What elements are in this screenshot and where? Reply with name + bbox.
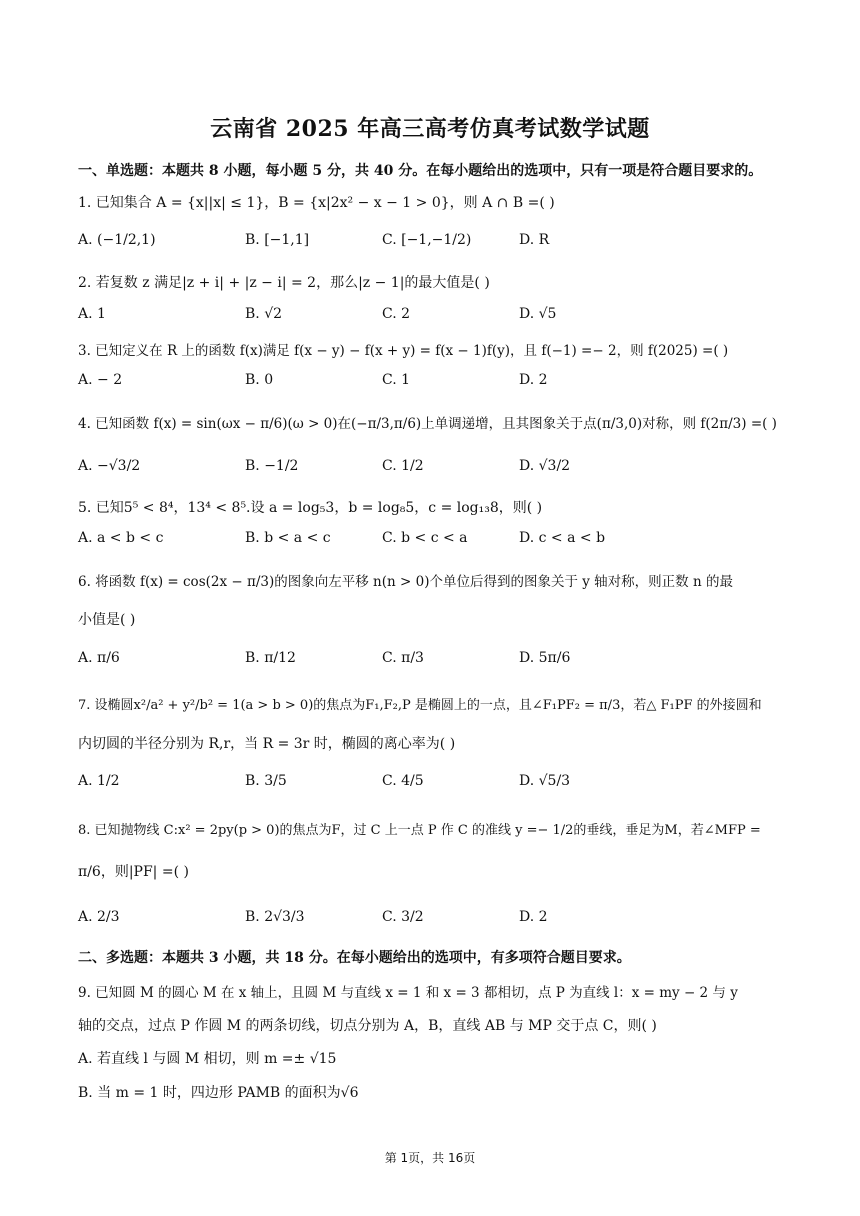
q3-option-c: C. 1	[382, 372, 411, 388]
q6-option-d: D. 5π/6	[519, 650, 571, 666]
q2-option-b: B. √2	[245, 306, 283, 322]
q1-option-c: C. [−1,−1/2)	[382, 232, 472, 248]
q5-option-c: C. b < c < a	[382, 530, 468, 546]
q1-option-b: B. [−1,1]	[245, 232, 310, 248]
q5-option-d: D. c < a < b	[519, 530, 606, 546]
q7-option-a: A. 1/2	[78, 773, 120, 789]
q7-option-d: D. √5/3	[519, 773, 571, 789]
section-heading-multiple-choice: 二、多选题：本题共 3 小题，共 18 分。在每小题给出的选项中，有多项符合题目要求。	[78, 950, 631, 966]
q1-option-a: A. (−1/2,1)	[78, 232, 156, 248]
q3-option-b: B. 0	[245, 372, 274, 388]
question-9-stem-line1: 9. 已知圆 M 的圆心 M 在 x 轴上，且圆 M 与直线 x = 1 和 x = 3 都相切，点 P 为直线 l：x = my − 2 与 y	[78, 985, 738, 1001]
q3-option-a: A. − 2	[78, 372, 123, 388]
question-1-stem: 1. 已知集合 A = {x||x| ≤ 1}，B = {x|2x² − x − 1 > 0}，则 A ∩ B =( )	[78, 195, 555, 211]
q6-option-a: A. π/6	[78, 650, 120, 666]
page-footer: 第 1页，共 16页	[384, 1151, 476, 1165]
question-3-stem: 3. 已知定义在 R 上的函数 f(x)满足 f(x − y) − f(x + y) = f(x − 1)f(y)，且 f(−1) =− 2，则 f(2025) =( )	[78, 343, 729, 359]
question-6-stem-line2: 小值是( )	[78, 612, 136, 628]
question-7-stem-line1: 7. 设椭圆x²/a² + y²/b² = 1(a > b > 0)的焦点为F₁,F₂,P 是椭圆上的一点，且∠F₁PF₂ = π/3，若△ F₁PF 的外接圆和	[78, 698, 762, 713]
q3-option-d: D. 2	[519, 372, 548, 388]
question-5-stem: 5. 已知5⁵ < 8⁴，13⁴ < 8⁵.设 a = log₅3，b = log₈5，c = log₁₃8，则( )	[78, 500, 543, 516]
question-8-stem-line1: 8. 已知抛物线 C:x² = 2py(p > 0)的焦点为F，过 C 上一点 P 作 C 的准线 y =− 1/2的垂线，垂足为M，若∠MFP =	[78, 823, 761, 838]
q6-option-b: B. π/12	[245, 650, 296, 666]
q5-option-a: A. a < b < c	[78, 530, 164, 546]
q4-option-b: B. −1/2	[245, 458, 299, 474]
question-2-stem: 2. 若复数 z 满足|z + i| + |z − i| = 2，那么|z − 1|的最大值是( )	[78, 275, 490, 291]
q4-option-c: C. 1/2	[382, 458, 424, 474]
q8-option-d: D. 2	[519, 909, 548, 925]
section-heading-single-choice: 一、单选题：本题共 8 小题，每小题 5 分，共 40 分。在每小题给出的选项中，只有一项是符合题目要求的。	[78, 163, 763, 179]
q4-option-d: D. √3/2	[519, 458, 571, 474]
q2-option-c: C. 2	[382, 306, 411, 322]
q6-option-c: C. π/3	[382, 650, 424, 666]
page-title: 云南省 2025 年高三高考仿真考试数学试题	[210, 116, 650, 142]
q8-option-c: C. 3/2	[382, 909, 424, 925]
question-6-stem-line1: 6. 将函数 f(x) = cos(2x − π/3)的图象向左平移 n(n > 0)个单位后得到的图象关于 y 轴对称，则正数 n 的最	[78, 574, 733, 590]
q2-option-d: D. √5	[519, 306, 557, 322]
q8-option-a: A. 2/3	[78, 909, 120, 925]
question-4-stem: 4. 已知函数 f(x) = sin(ωx − π/6)(ω > 0)在(−π/3,π/6)上单调递增，且其图象关于点(π/3,0)对称，则 f(2π/3) =( )	[78, 416, 777, 432]
question-9-stem-line2: 轴的交点，过点 P 作圆 M 的两条切线，切点分别为 A，B，直线 AB 与 MP 交于点 C，则( )	[78, 1018, 657, 1034]
q5-option-b: B. b < a < c	[245, 530, 331, 546]
q8-option-b: B. 2√3/3	[245, 909, 305, 925]
q1-option-d: D. R	[519, 232, 550, 248]
q4-option-a: A. −√3/2	[78, 458, 141, 474]
question-8-stem-line2: π/6，则|PF| =( )	[78, 864, 189, 880]
q7-option-b: B. 3/5	[245, 773, 287, 789]
q7-option-c: C. 4/5	[382, 773, 424, 789]
q9-option-a: A. 若直线 l 与圆 M 相切，则 m =± √15	[78, 1051, 337, 1067]
q2-option-a: A. 1	[78, 306, 106, 322]
question-7-stem-line2: 内切圆的半径分别为 R,r，当 R = 3r 时，椭圆的离心率为( )	[78, 736, 456, 752]
q9-option-b: B. 当 m = 1 时，四边形 PAMB 的面积为√6	[78, 1085, 359, 1101]
